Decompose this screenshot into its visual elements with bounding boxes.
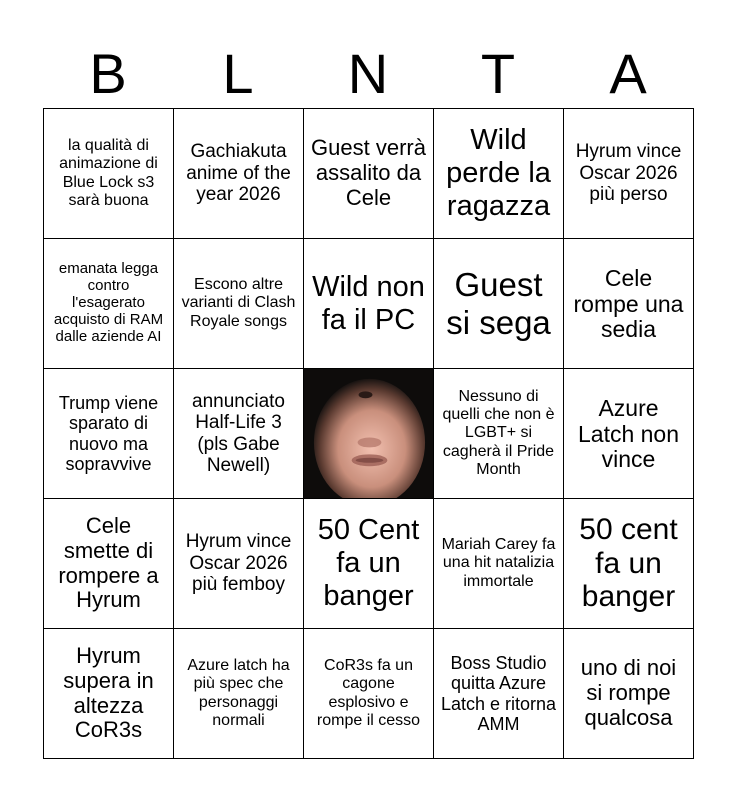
bingo-row: [44, 369, 694, 499]
header-letter-b: B: [89, 42, 127, 105]
header-letter-l: L: [222, 42, 254, 105]
bingo-cell[interactable]: annunciato Half-Life 3 (pls Gabe Newell): [174, 369, 304, 499]
bingo-cell[interactable]: CoR3s fa un cagone esplosivo e rompe il cesso: [304, 629, 434, 759]
bingo-cell[interactable]: Mariah Carey fa una hit natalizia immortale: [434, 499, 564, 629]
bingo-cell[interactable]: Boss Studio quitta Azure Latch e ritorna AMM: [434, 629, 564, 759]
bingo-cell[interactable]: Guest si sega: [434, 239, 564, 369]
bingo-cell[interactable]: la qualità di animazione di Blue Lock s3 sarà buona: [44, 109, 174, 239]
bingo-header: [43, 40, 693, 108]
bingo-cell[interactable]: Guest verrà assalito da Cele: [304, 109, 434, 239]
bingo-cell[interactable]: Cele smette di rompere a Hyrum: [44, 499, 174, 629]
bingo-cell[interactable]: Escono altre varianti di Clash Royale songs: [174, 239, 304, 369]
bingo-cell[interactable]: 50 cent fa un banger: [564, 499, 694, 629]
bingo-row: [44, 239, 694, 369]
bingo-cell[interactable]: Wild perde la ragazza: [434, 109, 564, 239]
bingo-grid: [43, 108, 694, 759]
bingo-cell[interactable]: Cele rompe una sedia: [564, 239, 694, 369]
free-space-photo[interactable]: [304, 369, 434, 499]
bingo-cell[interactable]: Hyrum vince Oscar 2026 più femboy: [174, 499, 304, 629]
bingo-cell[interactable]: emanata legga contro l'esagerato acquisto di RAM dalle aziende AI: [44, 239, 174, 369]
header-letter-a: A: [609, 42, 647, 105]
bingo-cell[interactable]: Nessuno di quelli che non è LGBT+ si cagherà il Pride Month: [434, 369, 564, 499]
bingo-cell[interactable]: Wild non fa il PC: [304, 239, 434, 369]
bingo-cell[interactable]: Trump viene sparato di nuovo ma sopravvive: [44, 369, 174, 499]
face-photo: [304, 369, 433, 498]
bingo-row: [44, 629, 694, 759]
bingo-cell[interactable]: 50 Cent fa un banger: [304, 499, 434, 629]
bingo-cell[interactable]: Hyrum supera in altezza CoR3s: [44, 629, 174, 759]
bingo-cell[interactable]: Azure Latch non vince: [564, 369, 694, 499]
bingo-row: [44, 109, 694, 239]
bingo-cell[interactable]: Azure latch ha più spec che personaggi normali: [174, 629, 304, 759]
header-letter-t: T: [480, 42, 516, 105]
bingo-cell[interactable]: uno di noi si rompe qualcosa: [564, 629, 694, 759]
bingo-row: [44, 499, 694, 629]
bingo-cell[interactable]: Hyrum vince Oscar 2026 più perso: [564, 109, 694, 239]
bingo-cell[interactable]: Gachiakuta anime of the year 2026: [174, 109, 304, 239]
header-letter-n: N: [347, 42, 389, 105]
